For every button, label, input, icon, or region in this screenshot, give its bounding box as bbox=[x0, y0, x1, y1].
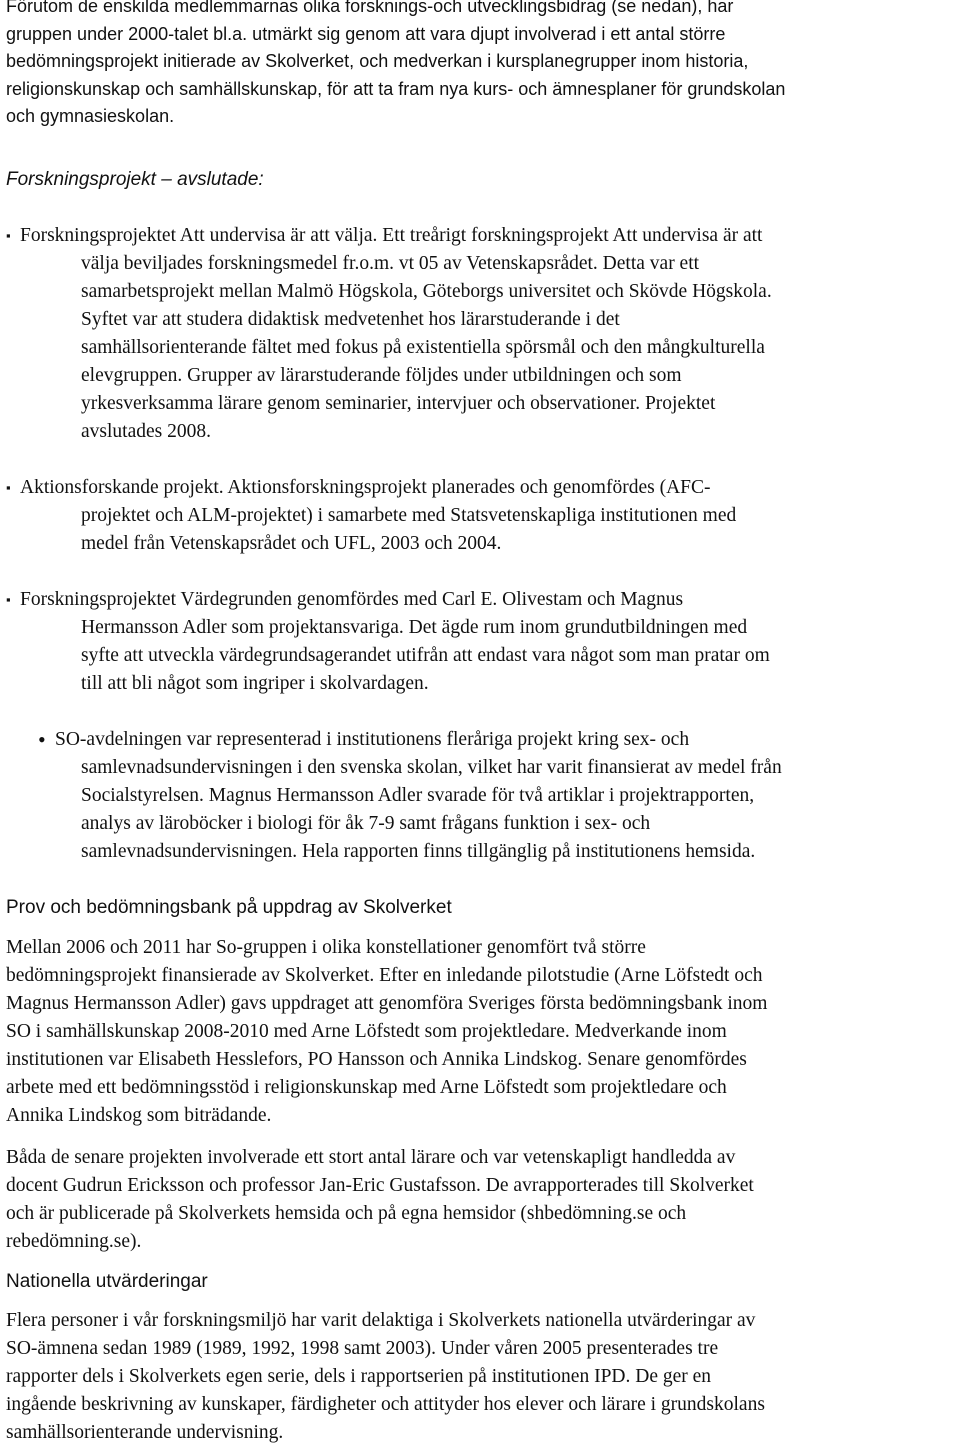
list-item-text bbox=[20, 474, 737, 558]
text-line: välja beviljades forskningsmedel fr.o.m. vt 05 av Vetenskapsrådet. Detta var ett bbox=[81, 253, 700, 274]
assessment-paragraph-2 bbox=[6, 1144, 754, 1256]
section-heading-assessment: Prov och bedömningsbank på uppdrag av Skolverket bbox=[6, 897, 452, 918]
text-line: SO-ämnena sedan 1989 (1989, 1992, 1998 samt 2003). Under våren 2005 presenterades tre bbox=[6, 1338, 719, 1359]
square-bullet-icon: ▪ bbox=[6, 228, 11, 243]
text-line: Mellan 2006 och 2011 har So-gruppen i olika konstellationer genomfört två större bbox=[6, 937, 646, 958]
list-item-text bbox=[20, 586, 770, 698]
text-line: rapporter dels i Skolverkets egen serie, dels i rapportserien på institutionen IPD. De ger en bbox=[6, 1366, 712, 1387]
intro-paragraph bbox=[6, 0, 785, 131]
text-line: medel från Vetenskapsrådet och UFL, 2003 och 2004. bbox=[81, 533, 502, 554]
text-line: Forskningsprojektet Att undervisa är att välja. Ett treårigt forskningsprojekt Att undervisa är att bbox=[20, 225, 763, 246]
text-line: bedömningsprojekt initierade av Skolverket, och medverkan i kursplanegrupper inom historia, bbox=[6, 51, 749, 71]
text-line: samlevnadsundervisningen i den svenska skolan, vilket har varit finansierat av medel från bbox=[81, 757, 782, 778]
text-line: projektet och ALM-projektet) i samarbete med Statsvetenskapliga institutionen med bbox=[81, 505, 737, 526]
assessment-paragraph-1 bbox=[6, 934, 767, 1130]
square-bullet-icon: ▪ bbox=[6, 592, 11, 607]
text-line: yrkesverksamma lärare genom seminarier, intervjuer och observationer. Projektet bbox=[81, 393, 716, 414]
text-line: samhällsorienterande undervisning. bbox=[6, 1422, 284, 1443]
text-line: institutionen var Elisabeth Hesslefors, PO Hansson och Annika Lindskog. Senare genomfördes bbox=[6, 1049, 747, 1070]
text-line: Hermansson Adler som projektansvariga. Det ägde rum inom grundutbildningen med bbox=[81, 617, 748, 638]
text-line: och gymnasieskolan. bbox=[6, 106, 175, 126]
text-line: samlevnadsundervisningen. Hela rapporten finns tillgänglig på institutionens hemsida. bbox=[81, 841, 756, 862]
text-line: religionskunskap och samhällskunskap, för att ta fram nya kurs- och ämnesplaner för grundskolan bbox=[6, 78, 786, 99]
text-line: ingående beskrivning av kunskaper, färdigheter och attityder hos elever och lärare i grundskolans bbox=[6, 1394, 765, 1415]
text-line: rebedömning.se). bbox=[6, 1231, 142, 1252]
text-line: syfte att utveckla värdegrundsagerandet utifrån att endast vara något som man pratar om bbox=[81, 645, 770, 666]
text-line: gruppen under 2000-talet bl.a. utmärkt sig genom att vara djupt involverad i ett antal större bbox=[6, 23, 726, 44]
text-line: samarbetsprojekt mellan Malmö Högskola, Göteborgs universitet och Skövde Högskola. bbox=[81, 281, 772, 302]
text-line: elevgruppen. Grupper av lärarstuderande följdes under utbildningen och som bbox=[81, 365, 682, 386]
list-item-text bbox=[55, 726, 782, 866]
text-line: arbete med ett bedömningsstöd i religionskunskap med Arne Löfstedt som projektledare och bbox=[6, 1077, 727, 1098]
text-line: SO i samhällskunskap 2008-2010 med Arne Löfstedt som projektledare. Medverkande inom bbox=[6, 1021, 727, 1042]
text-line: Syftet var att studera didaktisk medvetenhet hos lärarstuderande i det bbox=[81, 309, 620, 330]
national-evaluations-paragraph bbox=[6, 1307, 765, 1447]
text-line: avslutades 2008. bbox=[81, 421, 211, 442]
square-bullet-icon: ▪ bbox=[6, 480, 11, 495]
text-line: samhällsorienterande fältet med fokus på existentiella spörsmål och den mångkulturella bbox=[81, 337, 765, 358]
list-item-text bbox=[20, 222, 772, 446]
section-heading-completed-projects: Forskningsprojekt – avslutade: bbox=[6, 169, 264, 190]
round-bullet-icon: • bbox=[38, 727, 46, 752]
text-line: och är publicerade på Skolverkets hemsida och på egna hemsidor (shbedömning.se och bbox=[6, 1203, 687, 1224]
text-line: docent Gudrun Ericksson och professor Jan-Eric Gustafsson. De avrapporterades till Skolverket bbox=[6, 1175, 754, 1196]
text-line: SO-avdelningen var representerad i institutionens fleråriga projekt kring sex- och bbox=[55, 729, 690, 750]
text-line: Forskningsprojektet Värdegrunden genomfördes med Carl E. Olivestam och Magnus bbox=[20, 589, 684, 610]
text-line: Annika Lindskog som biträdande. bbox=[6, 1105, 272, 1126]
text-line: Förutom de enskilda medlemmarnas olika forsknings-och utvecklingsbidrag (se nedan), har bbox=[6, 0, 734, 16]
text-line: Båda de senare projekten involverade ett stort antal lärare och var vetenskapligt handledda av bbox=[6, 1147, 736, 1168]
text-line: bedömningsprojekt finansierade av Skolverket. Efter en inledande pilotstudie (Arne Löfstedt och bbox=[6, 965, 763, 986]
text-line: Flera personer i vår forskningsmiljö har varit delaktiga i Skolverkets nationella utvärderingar av bbox=[6, 1310, 756, 1331]
text-line: analys av läroböcker i biologi för åk 7-9 samt frågans funktion i sex- och bbox=[81, 813, 651, 834]
text-line: Magnus Hermansson Adler) gavs uppdraget att genomföra Sveriges första bedömningsbank inom bbox=[6, 993, 768, 1014]
text-line: Socialstyrelsen. Magnus Hermansson Adler svarade för två artiklar i projektrapporten, bbox=[81, 785, 755, 806]
text-line: till att bli något som ingriper i skolvardagen. bbox=[81, 673, 429, 694]
text-line: Aktionsforskande projekt. Aktionsforskningsprojekt planerades och genomfördes (AFC- bbox=[20, 477, 711, 498]
section-heading-national-evaluations: Nationella utvärderingar bbox=[6, 1271, 208, 1292]
